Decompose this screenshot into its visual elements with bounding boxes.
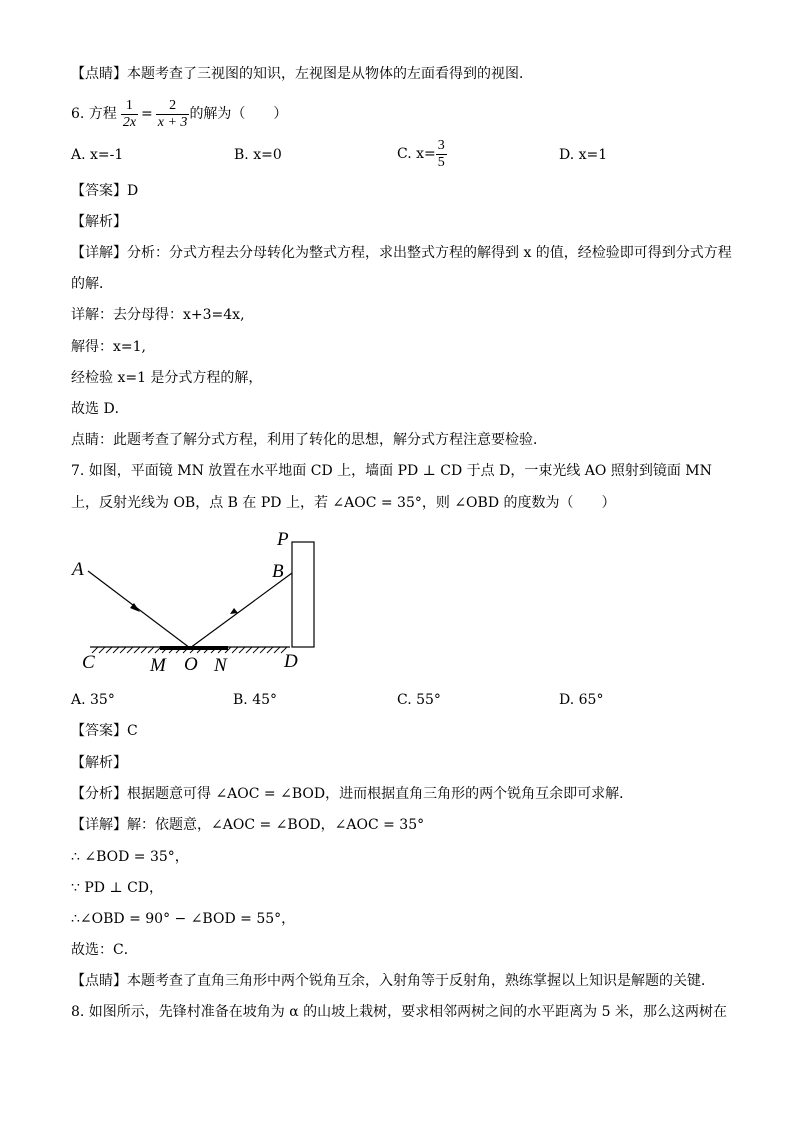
detail-6-line-6: 故选 D． (71, 401, 129, 417)
q7-option-b: B. 45° (233, 692, 278, 708)
q6-suffix: 的解为（ ） (189, 106, 288, 122)
question-7-line-2: 上，反射光线为 OB，点 B 在 PD 上，若 ∠AOC = 35°，则 ∠OBD 的度数为（ ） (71, 495, 616, 511)
q6-fraction-right: $\frac{2}{x + 3}$ (157, 97, 188, 130)
detail-6-line-4: 解得：x=1, (71, 339, 146, 355)
mirror-reflection-figure (60, 525, 340, 685)
detail-7-line-4: ∴∠OBD = 90° − ∠BOD = 55°， (71, 911, 296, 927)
label-a: A (72, 559, 84, 580)
detail-7-line-3: ∵ PD ⊥ CD， (71, 880, 164, 896)
arrow-ob (230, 608, 238, 614)
wall-pd (292, 542, 314, 647)
q6-equals: = (141, 106, 153, 122)
q7-option-d: D. 65° (559, 692, 604, 708)
label-d: D (284, 651, 298, 672)
detail-6-line-1: 【详解】分析：分式方程去分母转化为整式方程，求出整式方程的解得到 x 的值，经检验即可得到分式方程 (71, 245, 732, 261)
q6-option-c: C. x= $\frac{3}{5}$ (397, 137, 445, 170)
ray-ao (88, 571, 190, 648)
label-o: O (184, 654, 198, 675)
label-b: B (272, 561, 284, 582)
question-7-line-1: 7. 如图，平面镜 MN 放置在水平地面 CD 上，墙面 PD ⊥ CD 于点 D，一束光线 AO 照射到镜面 MN (71, 463, 712, 479)
label-c: C (82, 652, 95, 673)
jiexi-7: 【解析】 (71, 755, 127, 771)
ray-ob (190, 573, 292, 648)
question-6 (71, 94, 287, 134)
q7-option-c: C. 55° (397, 692, 441, 708)
detail-7-line-5: 故选：C． (71, 942, 138, 958)
q6-fraction-left: $\frac{1}{2x}$ (122, 97, 137, 130)
dianjing-5: 【点睛】本题考查了三视图的知识，左视图是从物体的左面看得到的视图． (71, 66, 533, 82)
detail-7-line-2: ∴ ∠BOD = 35°， (71, 849, 189, 865)
q6-prefix: 6. 方程 (71, 106, 117, 122)
q6-option-b: B. x=0 (234, 147, 282, 163)
detail-6-line-5: 经检验 x=1 是分式方程的解， (71, 370, 263, 386)
label-p: P (277, 529, 289, 550)
label-n: N (214, 655, 227, 676)
detail-6-line-3: 详解：去分母得：x+3=4x, (71, 307, 245, 323)
answer-6: 【答案】D (71, 183, 139, 199)
q6-option-a: A. x=-1 (71, 147, 124, 163)
dianjing-7: 【点睛】本题考查了直角三角形中两个锐角互余，入射角等于反射角，熟练掌握以上知识是解题的关键． (71, 973, 715, 989)
analysis-7: 【分析】根据题意可得 ∠AOC = ∠BOD，进而根据直角三角形的两个锐角互余即可求解． (71, 786, 634, 802)
detail-7-line-1: 【详解】解：依题意，∠AOC = ∠BOD，∠AOC = 35° (71, 817, 425, 833)
jiexi-6: 【解析】 (71, 214, 127, 230)
detail-6-line-7: 点睛：此题考查了解分式方程，利用了转化的思想，解分式方程注意要检验． (71, 432, 547, 448)
q7-option-a: A. 35° (71, 692, 115, 708)
q6-option-d: D. x=1 (559, 147, 608, 163)
label-m: M (150, 655, 166, 676)
question-8-line-1: 8. 如图所示，先锋村准备在坡角为 α 的山坡上栽树，要求相邻两树之间的水平距离为 5 米，那么这两树在 (71, 1004, 727, 1020)
answer-7: 【答案】C (71, 723, 138, 739)
detail-6-line-2: 的解． (71, 276, 113, 292)
